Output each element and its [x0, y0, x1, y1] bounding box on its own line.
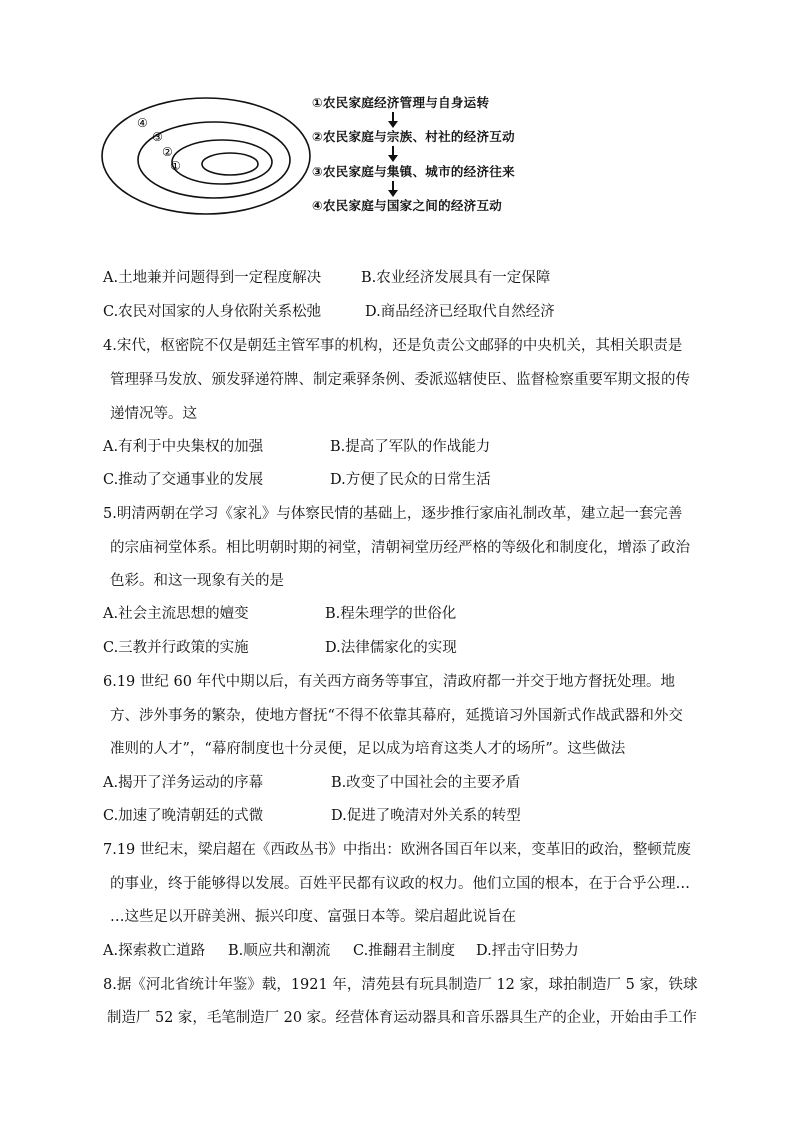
q5-option-c[interactable]: C.三教并行政策的实施: [103, 640, 249, 656]
flow-step-1: ①农民家庭经济管理与自身运转: [312, 95, 490, 110]
q5-stem-line-1: 5.明清两朝在学习《家礼》与体察民情的基础上，逐步推行家庙礼制改革，建立起一套完善: [103, 506, 683, 522]
q8-stem-line-1: 8.据《河北省统计年鉴》载，1921 年，清苑县有玩具制造厂 12 家，球拍制造厂 5 家，铁球: [103, 977, 698, 993]
q4-option-a[interactable]: A.有利于中央集权的加强: [103, 439, 264, 455]
down-arrow-icon: [392, 181, 394, 191]
q3-option-a[interactable]: A.土地兼并问题得到一定程度解决: [103, 270, 322, 286]
q4-option-c[interactable]: C.推动了交通事业的发展: [103, 472, 264, 488]
q5-option-a[interactable]: A.社会主流思想的嬗变: [103, 606, 249, 622]
q6-option-a[interactable]: A.揭开了洋务运动的序幕: [103, 775, 264, 791]
q7-option-c[interactable]: C.推翻君主制度: [353, 943, 456, 959]
ring-label-1: ①: [170, 159, 181, 173]
ring-label-2: ②: [162, 145, 173, 159]
nested-rings-diagram: [96, 92, 316, 222]
down-arrow-icon: [392, 112, 394, 122]
flow-step-4: ④农民家庭与国家之间的经济互动: [312, 198, 503, 213]
q6-option-c[interactable]: C.加速了晚清朝廷的式微: [103, 808, 264, 824]
down-arrow-icon: [392, 146, 394, 156]
q7-stem-line-3: …这些足以开辟美洲、振兴印度、富强日本等。梁启超此说旨在: [110, 909, 516, 925]
q5-stem-line-2: 的宗庙祠堂体系。相比明朝时期的祠堂，清朝祠堂历经严格的等级化和制度化，增添了政治: [110, 540, 690, 556]
q7-stem-line-2: 的事业，终于能够得以发展。百姓平民都有议政的权力。他们立国的根本，在于合乎公理…: [110, 876, 690, 892]
q4-option-d[interactable]: D.方便了民众的日常生活: [330, 472, 491, 488]
ring-label-4: ④: [137, 116, 148, 130]
q6-stem-line-2: 方、涉外事务的繁杂，使地方督抚“不得不依靠其幕府，延揽谙习外国新式作战武器和外交: [110, 708, 683, 724]
q3-option-d[interactable]: D.商品经济已经取代自然经济: [365, 304, 555, 320]
ring-4: [102, 98, 310, 214]
q6-stem-line-1: 6.19 世纪 60 年代中期以后，有关西方商务等事宜，清政府都一并交于地方督抚处理。地: [103, 674, 676, 690]
q3-option-b[interactable]: B.农业经济发展具有一定保障: [361, 270, 551, 286]
flow-step-3: ③农民家庭与集镇、城市的经济往来: [312, 164, 515, 179]
flow-step-2: ②农民家庭与宗族、村社的经济互动: [312, 129, 515, 144]
q5-option-d[interactable]: D.法律儒家化的实现: [325, 640, 457, 656]
q6-option-d[interactable]: D.促进了晚清对外关系的转型: [331, 808, 521, 824]
q7-option-a[interactable]: A.探索救亡道路: [103, 943, 206, 959]
q4-stem-line-1: 4.宋代，枢密院不仅是朝廷主管军事的机构，还是负责公文邮驿的中央机关，其相关职责是: [103, 338, 683, 354]
ring-1: [202, 153, 258, 175]
q8-stem-line-2: 制造厂 52 家，毛笔制造厂 20 家。经营体育运动器具和音乐器具生产的企业，开始由手工作: [107, 1010, 697, 1026]
q6-option-b[interactable]: B.改变了中国社会的主要矛盾: [331, 775, 521, 791]
q3-option-c[interactable]: C.农民对国家的人身依附关系松弛: [103, 304, 322, 320]
q7-option-d[interactable]: D.抨击守旧势力: [476, 943, 579, 959]
q4-option-b[interactable]: B.提高了军队的作战能力: [330, 439, 491, 455]
ring-label-3: ③: [152, 130, 163, 144]
q5-stem-line-3: 色彩。和这一现象有关的是: [110, 573, 284, 589]
q7-option-b[interactable]: B.顺应共和潮流: [228, 943, 331, 959]
q4-stem-line-2: 管理驿马发放、颁发驿递符牌、制定乘驿条例、委派巡辖使臣、监督检察重要军期文报的传: [110, 372, 690, 388]
q7-stem-line-1: 7.19 世纪末，梁启超在《西政丛书》中指出：欧洲各国百年以来，变革旧的政治，整顿荒废: [103, 842, 691, 858]
q4-stem-line-3: 递情况等。这: [110, 406, 197, 422]
q5-option-b[interactable]: B.程朱理学的世俗化: [325, 606, 457, 622]
q6-stem-line-3: 准则的人才”，“幕府制度也十分灵便，足以成为培育这类人才的场所”。这些做法: [110, 741, 626, 757]
